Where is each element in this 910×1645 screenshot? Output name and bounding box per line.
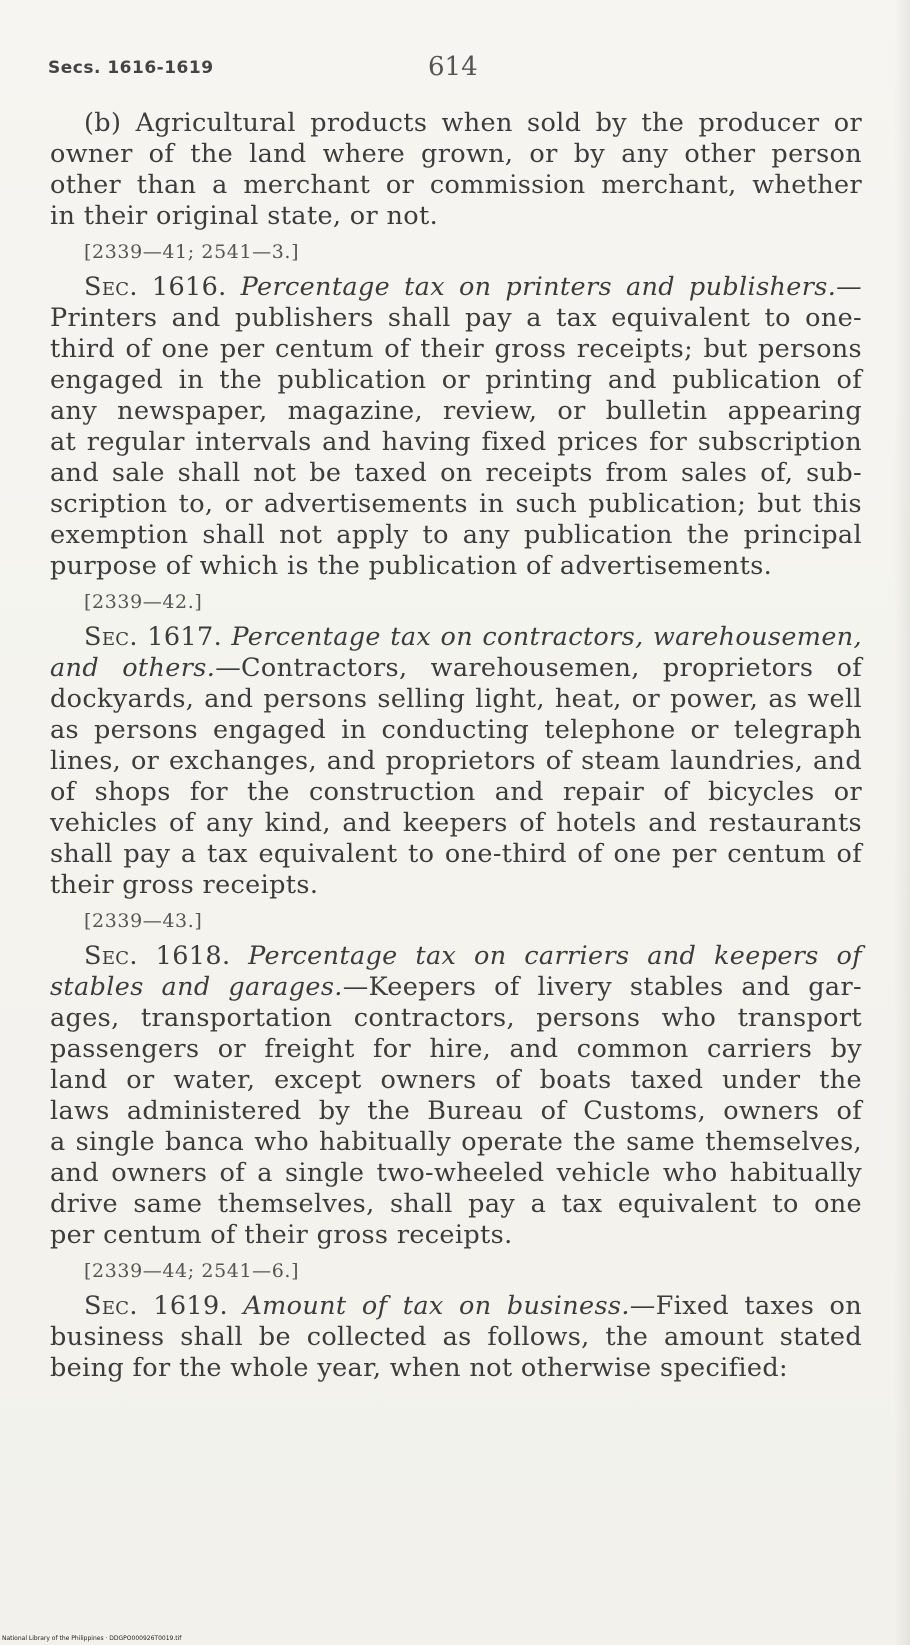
text-line [50,365,862,396]
text-line [50,458,862,489]
line-text: drive same themselves, shall pay a tax equivalent to one [50,1189,862,1219]
line-text: laws administered by the Bureau of Customs, owners of [50,1096,862,1126]
source-reference [50,901,862,941]
text-line [50,520,862,551]
text-line [50,108,862,139]
text-line [50,777,862,808]
line-text: being for the whole year, when not otherwise specified: [50,1353,788,1383]
line-text: vehicles of any kind, and keepers of hotels and restaurants [50,808,862,838]
line-text: per centum of their gross receipts. [50,1220,513,1250]
line-text: —Fixed taxes on [629,1291,862,1321]
text-line [50,684,862,715]
text-line [50,489,862,520]
text-line [50,139,862,170]
line-text: exemption shall not apply to any publication the principal [50,520,862,550]
line-text: of shops for the construction and repair of bicycles or [50,777,862,807]
line-text: ages, transportation contractors, persons who transport [50,1003,862,1033]
text-line [50,972,862,1003]
line-text: Printers and publishers shall pay a tax equivalent to one- [50,303,862,333]
text-line [50,1158,862,1189]
text-line [50,870,862,901]
text-line [50,653,862,684]
line-text: [2339—41; 2541—3.] [84,241,300,263]
text-line [50,1322,862,1353]
text-line [50,1291,862,1322]
line-text: in their original state, or not. [50,201,439,231]
section-number: Sec. 1618. [84,941,231,971]
text-line [50,170,862,201]
line-text: a single banca who habitually operate the same themselves, [50,1127,862,1157]
text-line [50,808,862,839]
archive-footer: National Library of the Philippines · DDGPO000926T0019.tif [2,1635,182,1642]
text-line [50,396,862,427]
text-line [50,427,862,458]
text-line [50,272,862,303]
line-text: [2339—43.] [84,910,203,932]
section-range-label: Secs. 1616-1619 [48,58,214,78]
section-title: Percentage tax on carriers and keepers of [248,941,862,971]
line-text: and owners of a single two-wheeled vehicle who habitually [50,1158,862,1188]
text-line [50,551,862,582]
line-text: lines, or exchanges, and proprietors of steam laundries, and [50,746,862,776]
line-text: business shall be collected as follows, the amount stated [50,1322,862,1352]
text-line [50,622,862,653]
text-line [50,1003,862,1034]
text-line [50,1034,862,1065]
line-text: third of one per centum of their gross receipts; but persons [50,334,862,364]
source-reference [50,1251,862,1291]
text-line [50,839,862,870]
line-text: purpose of which is the publication of advertisements. [50,551,773,581]
line-text: scription to, or advertisements in such publication; but this [50,489,862,519]
text-line [50,1096,862,1127]
text-line [50,1189,862,1220]
line-text: shall pay a tax equivalent to one-third of one per centum of [50,839,862,869]
line-text: and sale shall not be taxed on receipts from sales of, sub- [50,458,862,488]
page-body-text [50,108,862,1384]
line-text: land or water, except owners of boats taxed under the [50,1065,862,1095]
line-text: engaged in the publication or printing and publication of [50,365,862,395]
line-text: their gross receipts. [50,870,319,900]
page-number: 614 [428,52,478,82]
section-title: and others. [50,653,216,683]
line-text: owner of the land where grown, or by any other person [50,139,862,169]
text-line [50,1127,862,1158]
line-text: [2339—44; 2541—6.] [84,1260,300,1282]
section-title: stables and garages. [50,972,343,1002]
text-line [50,303,862,334]
section-title: Amount of tax on business. [243,1291,630,1321]
text-line [50,746,862,777]
text-line [50,334,862,365]
source-reference [50,582,862,622]
line-text: at regular intervals and having fixed prices for subscription [50,427,862,457]
line-text: [2339—42.] [84,591,203,613]
page-header [48,52,868,86]
source-reference [50,232,862,272]
line-text: —Keepers of livery stables and gar- [342,972,862,1002]
line-text: passengers or freight for hire, and common carriers by [50,1034,862,1064]
section-title: Percentage tax on printers and publishers.— [240,272,862,302]
text-line [50,1220,862,1251]
line-text: —Contractors, warehousemen, proprietors of [215,653,863,683]
section-number: Sec. 1619. [84,1291,229,1321]
line-text: as persons engaged in conducting telephone or telegraph [50,715,862,745]
text-line [50,1353,862,1384]
text-line [50,715,862,746]
line-text: dockyards, and persons selling light, heat, or power, as well [50,684,862,714]
line-text: other than a merchant or commission merchant, whether [50,170,862,200]
line-text: any newspaper, magazine, review, or bulletin appearing [50,396,862,426]
text-line [50,1065,862,1096]
line-text: (b) Agricultural products when sold by the producer or [84,108,862,138]
section-number: Sec. 1616. [84,272,227,302]
text-line [50,941,862,972]
text-line [50,201,862,232]
page-edge-shadow [894,0,910,1645]
section-title: Percentage tax on contractors, warehousemen, [231,622,862,652]
section-number: Sec. 1617. [84,622,223,652]
